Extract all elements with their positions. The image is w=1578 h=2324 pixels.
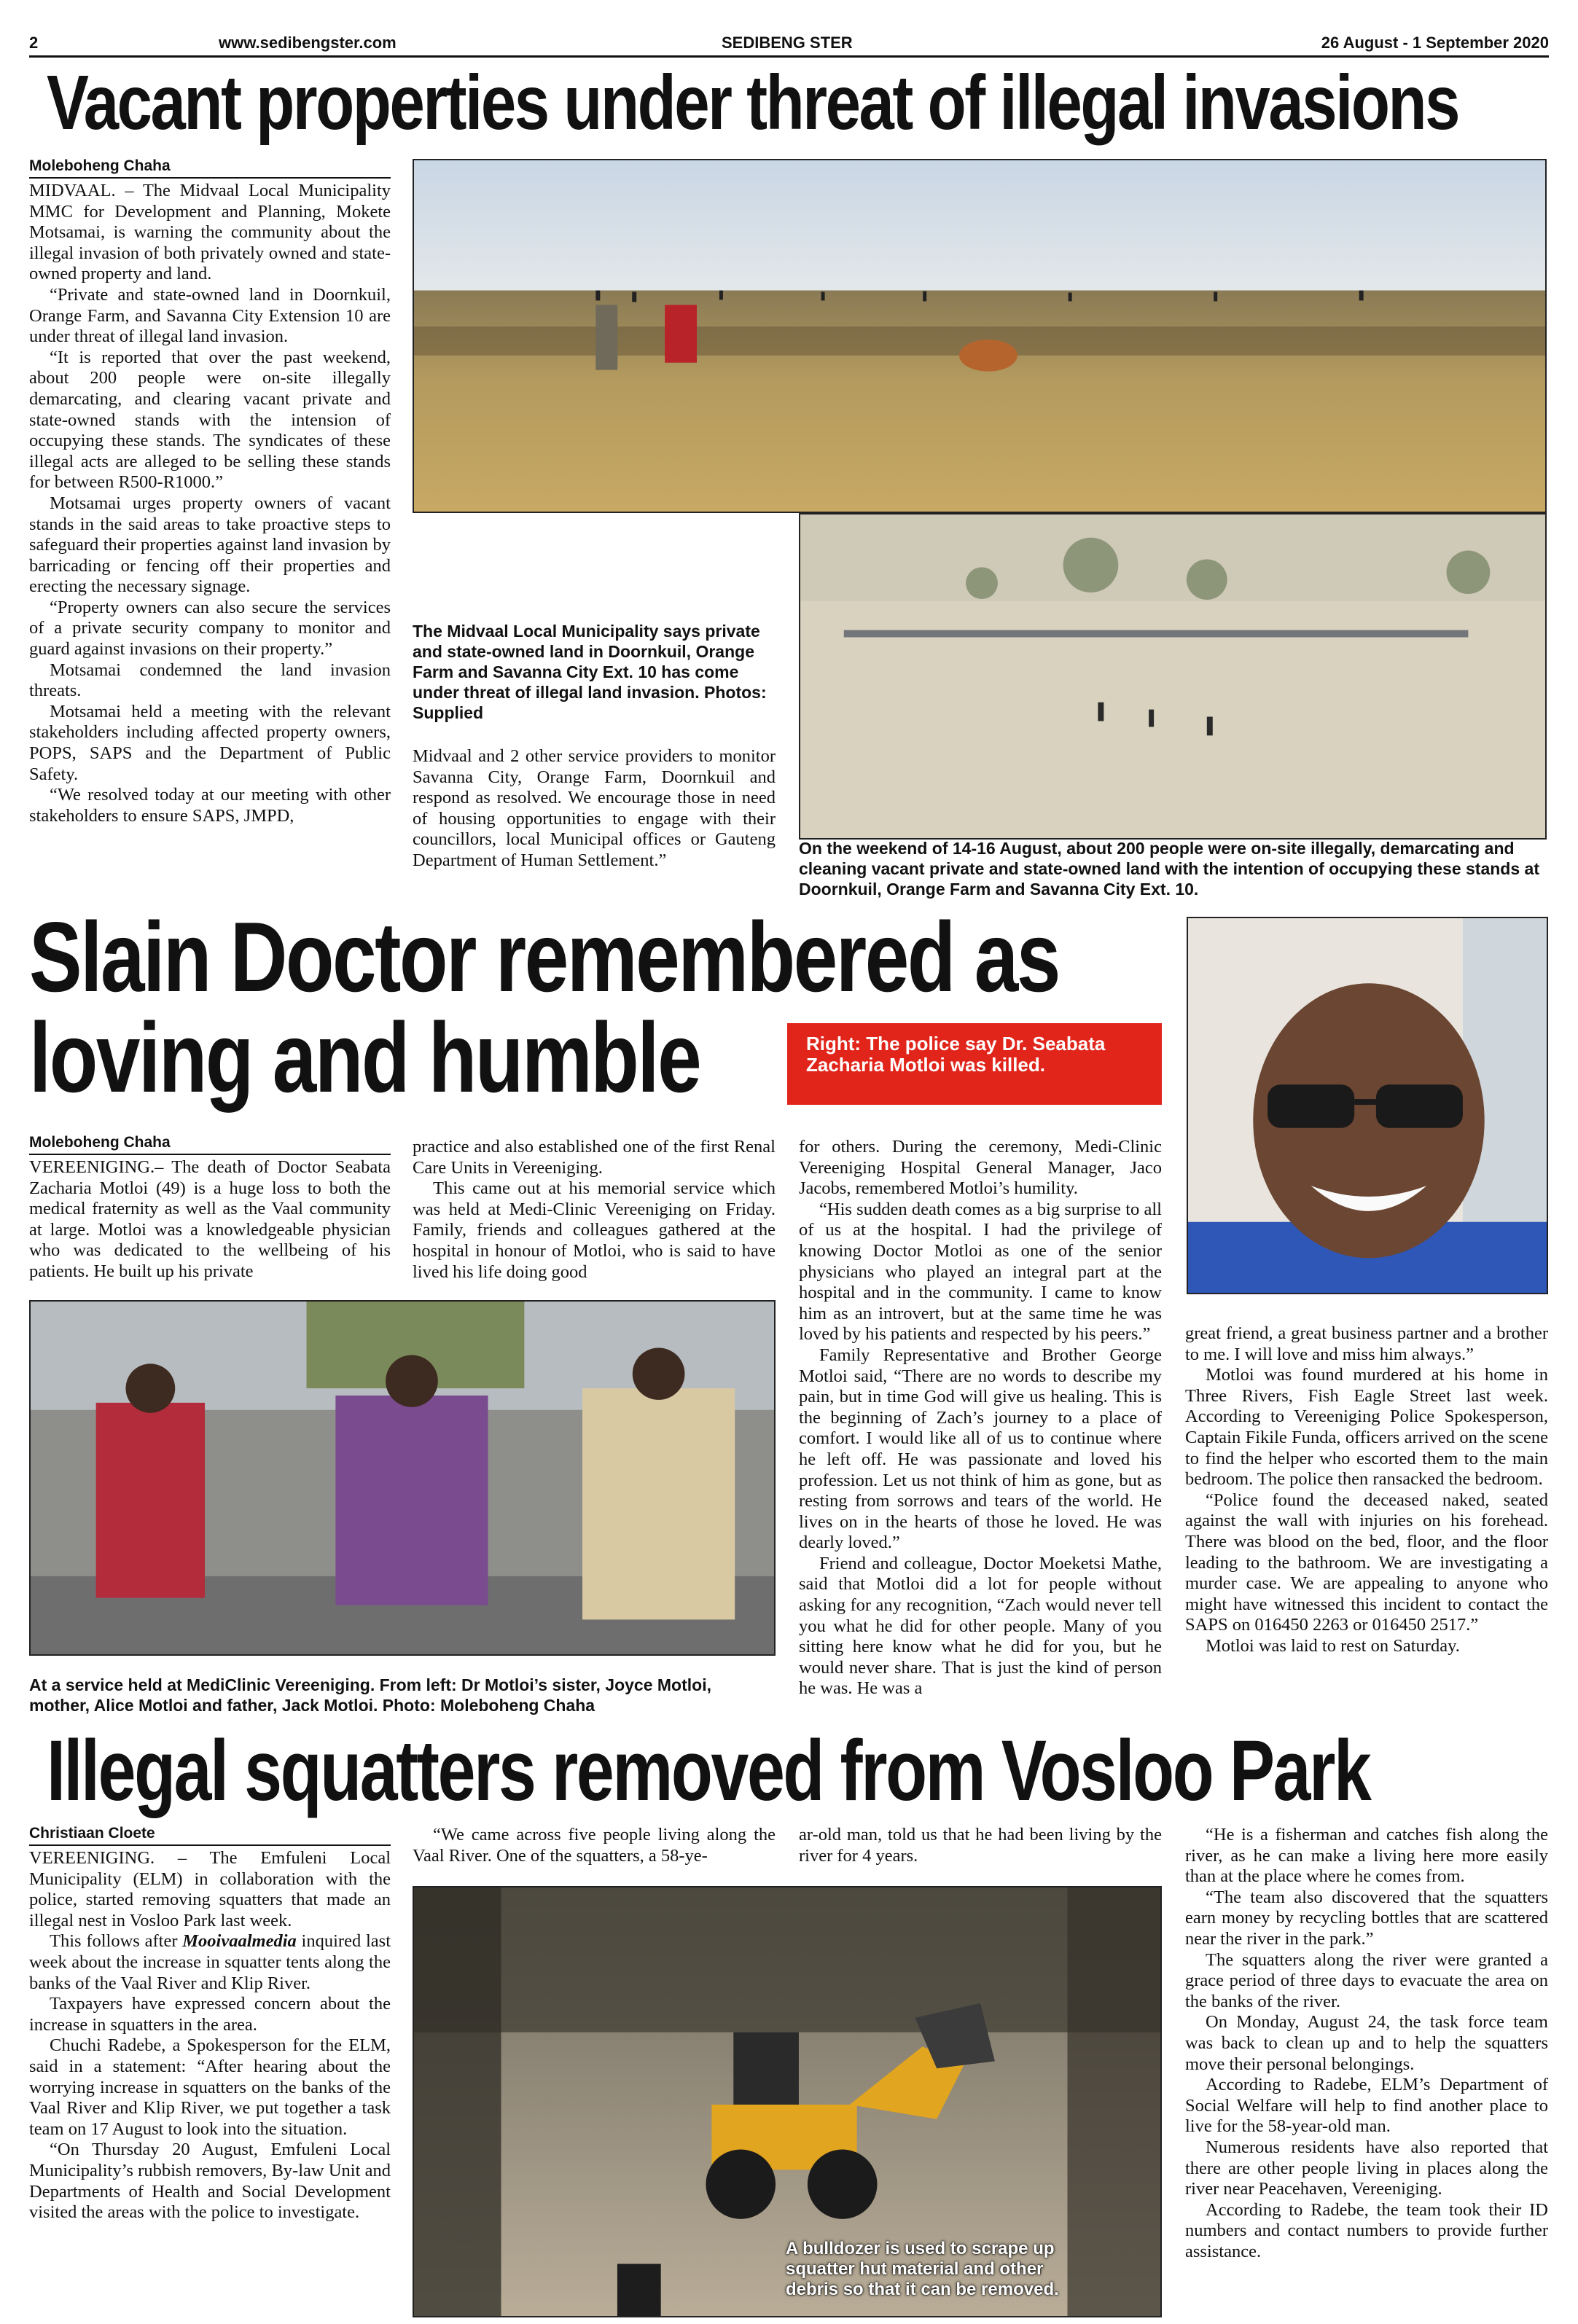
paragraph: On Monday, August 24, the task force team was back to clean up and to help the squatters move their personal belongings. <box>1185 2012 1548 2074</box>
article2-red-caption: Right: The police say Dr. Seabata Zacharia Motloi was killed. <box>787 1023 1162 1105</box>
article1-caption-2: On the weekend of 14-16 August, about 200 people were on-site illegally, demarcating and cleaning vacant private and state-owned land with the intention of occupying these stands at Doornkuil, Orange Farm and Savanna City Ext. 10. <box>799 839 1539 899</box>
paragraph: The squatters along the river were granted a grace period of three days to evacuate the area on the banks of the river. <box>1185 1949 1548 2011</box>
paragraph: Family Representative and Brother George Motloi said, “There are no words to describe my pain, but in time God will give us healing. This is the beginning of Zach’s journey to a place of comfort. I would like all of us to continue where he left off. He was passionate and loved his profession. Let us not think of him as gone, but as resting from sorrows and tears of the world. He lives on in the hearts of those he loved. He was dearly loved.” <box>799 1345 1162 1553</box>
paragraph: “We resolved today at our meeting with other stakeholders to ensure SAPS, JMPD, <box>29 785 391 826</box>
article2-column-2 <box>413 1137 776 1283</box>
paragraph: for others. During the ceremony, Medi-Clinic Vereeniging Hospital General Manager, Jaco Jacobs, remembered Motloi’s humility. <box>799 1137 1162 1199</box>
article1-column-2 <box>413 746 776 872</box>
page-number: 2 <box>29 34 39 52</box>
article3-col1-paragraph-2 <box>29 1931 391 1994</box>
text-span: This follows after <box>50 1931 183 1952</box>
paragraph: According to Radebe, ELM’s Department of Social Welfare will help to find another place to live for the 58-year-old man. <box>1185 2075 1548 2137</box>
paragraph: Motsamai held a meeting with the relevant stakeholders including affected property owners, POPS, SAPS and the Department of Public Safety. <box>29 701 391 784</box>
paragraph: “Private and state-owned land in Doornkuil, Orange Farm, and Savanna City Extension 10 are under threat of illegal land invasion. <box>29 284 391 347</box>
photo-people-line-image <box>800 515 1545 838</box>
paragraph: Motsamai condemned the land invasion threats. <box>29 660 391 701</box>
article2-byline: Moleboheng Chaha <box>29 1134 391 1155</box>
paragraph: “We came across five people living along the Vaal River. One of the squatters, a 58-ye- <box>413 1825 776 1866</box>
paragraph: “On Thursday 20 August, Emfuleni Local Municipality’s rubbish removers, By-law Unit and Departments of Health and Social Development visited the areas with the police to investigate. <box>29 2140 391 2223</box>
photo-field-invasion-image <box>414 160 1545 512</box>
text-span: inquired last week about the increase in squatter tents along the banks of the Vaal River and Klip River. <box>29 1931 391 1993</box>
paragraph: According to Radebe, the team took their ID numbers and contact numbers to provide further assistance. <box>1185 2199 1548 2261</box>
paragraph: “His sudden death comes as a big surprise to all of us at the hospital. I had the privilege of knowing Doctor Motloi as one of the senior physicians who played an integral part at the hospital and in the community. I came to know him as an introvert, but at the same time he was loved by his patients and respected by his peers.” <box>799 1199 1162 1345</box>
article2-caption: At a service held at MediClinic Vereeniging. From left: Dr Motloi’s sister, Joyce Motloi, mother, Alice Motloi and father, Jack Motloi. Photo: Moleboheng Chaha <box>29 1675 711 1715</box>
article2-headline-line1: Slain Doctor remembered as <box>29 901 1059 1012</box>
paragraph: Chuchi Radebe, a Spokesperson for the ELM, said in a statement: “After hearing about the worrying increase in squatters on the banks of the Vaal River and Klip River, we put together a task team on 17 August to look into the situation. <box>29 2035 391 2139</box>
paragraph: ar-old man, told us that he had been living by the river for 4 years. <box>799 1825 1162 1866</box>
paragraph: “It is reported that over the past weekend, about 200 people were on-site illegally demarcating, and clearing vacant private and state-owned stands with the intension of occupying these stands. The syndicates of these illegal acts are alleged to be selling these stands for between R500-R1000.” <box>29 347 391 493</box>
paragraph: Motloi was found murdered at his home in Three Rivers, Fish Eagle Street last week. According to Vereeniging Police Spokesperson, Captain Fikile Funda, officers arrived on the scene to find the helper who escorted them to the main bedroom. The police then ransacked the bedroom. <box>1185 1365 1548 1490</box>
website-url[interactable]: www.sedibengster.com <box>219 34 397 52</box>
photo-people-line <box>799 513 1547 840</box>
article2-column-1 <box>29 1157 391 1283</box>
article1-byline: Moleboheng Chaha <box>29 157 391 179</box>
article2-column-4 <box>1185 1323 1548 1657</box>
article2-headline-line2: loving and humble <box>29 1002 700 1113</box>
photo-memorial-service-image <box>31 1302 774 1654</box>
paragraph: VEREENIGING.– The death of Doctor Seabata Zacharia Motloi (49) is a huge loss to both the medical fraternity as well as the Vaal community at large. Motloi was a knowledgeable physician who was dedicated to the wellbeing of his patients. He built up his private <box>29 1157 391 1281</box>
paragraph: MIDVAAL. – The Midvaal Local Municipality MMC for Development and Planning, Mokete Motsamai, is warning the community about the illegal invasion of both privately owned and state-owned property and land. <box>29 181 391 284</box>
paragraph: “He is a fisherman and catches fish along the river, as he can make a living here more easily than at the place where he comes from. <box>1185 1825 1548 1887</box>
photo-doctor-portrait-image <box>1188 918 1547 1293</box>
article2-column-3 <box>799 1137 1162 1699</box>
paragraph: great friend, a great business partner and a brother to me. I will love and miss him always.” <box>1185 1323 1548 1364</box>
paragraph: Motloi was laid to rest on Saturday. <box>1206 1635 1460 1656</box>
paragraph: This came out at his memorial service which was held at Medi-Clinic Vereeniging on Friday. Family, friends and colleagues gathered at the hospital in honour of Motloi, who is said to have lived his life doing good <box>413 1178 776 1282</box>
article1-caption-1: The Midvaal Local Municipality says private and state-owned land in Doornkuil, Orange Farm and Savanna City Ext. 10 has come under threat of illegal land invasion. Photos: Supplied <box>413 622 767 722</box>
article3-col1-paragraph: VEREENIGING. – The Emfuleni Local Municipality (ELM) in collaboration with the police, started removing squatters that made an illegal nest in Vosloo Park last week. <box>29 1848 391 1930</box>
paragraph: “Police found the deceased naked, seated against the wall with injuries on his forehead. There was blood on the bed, floor, and the floor leading to the bathroom. We are investigating a murder case. We are appealing to anyone who might have witnessed this incident to contact the SAPS on 016450 2263 or 016450 2517.” <box>1185 1490 1548 1635</box>
article1-column-1 <box>29 181 391 826</box>
article3-column-2 <box>413 1825 776 1866</box>
issue-date: 26 August - 1 September 2020 <box>1321 34 1549 52</box>
newspaper-name: SEDIBENG STER <box>722 34 853 52</box>
paragraph: “The team also discovered that the squatters earn money by recycling bottles that are scattered near the river in the park.” <box>1185 1887 1548 1949</box>
article3-column-4 <box>1185 1825 1548 2262</box>
bulldozer-photo-caption: A bulldozer is used to scrape up squatter hut material and other debris so that it can be removed. <box>786 2239 1059 2299</box>
paragraph: Taxpayers have expressed concern about the increase in squatters in the area. <box>29 1994 391 2035</box>
photo-bulldozer <box>413 1886 1162 2317</box>
article3-headline: Illegal squatters removed from Vosloo Park <box>47 1723 1370 1819</box>
paragraph: Midvaal and 2 other service providers to monitor Savanna City, Orange Farm, Doornkuil and respond as resolved. We encourage those in need of housing opportunities to engage with their councillors, local Municipal offices or Gauteng Department of Human Settlement.” <box>413 746 776 870</box>
paragraph: Friend and colleague, Doctor Moeketsi Mathe, said that Motloi did a lot for people without asking for any recognition, “Zach would never tell you what he did for other people. Many of you sitting here know what he did for you, but he would never share. That is just the kind of person he was. He was a <box>799 1553 1162 1699</box>
photo-memorial-service <box>29 1300 776 1656</box>
article3-column-1 <box>29 1848 391 2223</box>
photo-doctor-portrait <box>1187 917 1548 1294</box>
article1-headline: Vacant properties under threat of illegal invasions <box>47 60 1459 146</box>
paragraph: “Property owners can also secure the services of a private security company to monitor and guard against invasions on their property.” <box>29 597 391 660</box>
article3-col1-rest <box>29 1994 391 2223</box>
photo-field-invasion <box>413 159 1547 513</box>
article3-column-3 <box>799 1825 1162 1866</box>
paragraph: Motsamai urges property owners of vacant stands in the said areas to take proactive steps to safeguard their properties against land invasion by barricading or fencing off their properties and erecting the necessary signage. <box>29 493 391 597</box>
article3-byline: Christiaan Cloete <box>29 1825 391 1846</box>
publication-name: Mooivaalmedia <box>182 1931 297 1952</box>
paragraph: practice and also established one of the first Renal Care Units in Vereeniging. <box>413 1137 776 1178</box>
paragraph: Numerous residents have also reported that there are other people living in places along the river near Peacehaven, Vereeniging. <box>1185 2137 1548 2199</box>
